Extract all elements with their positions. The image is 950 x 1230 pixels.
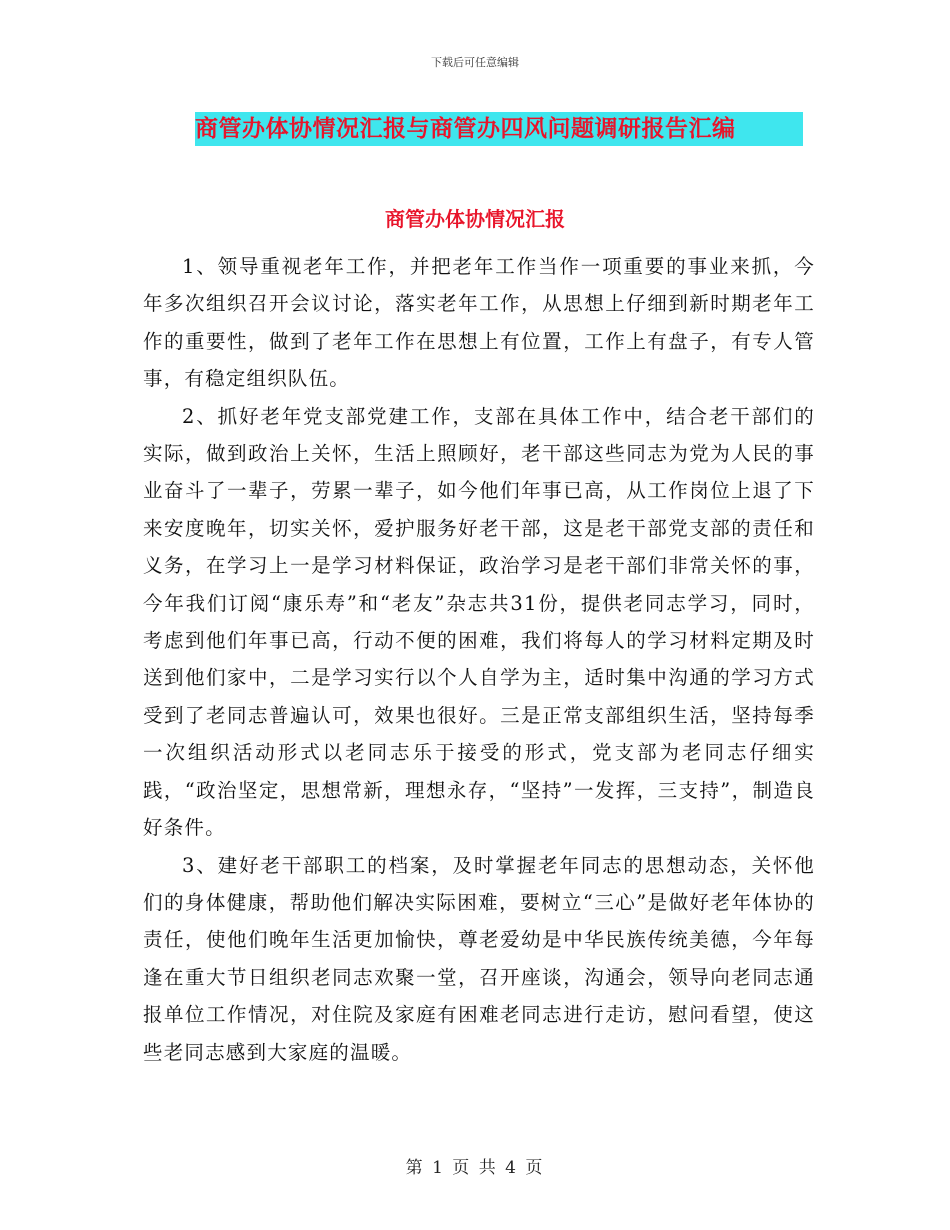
paragraph-1: 1、领导重视老年工作，并把老年工作当作一项重要的事业来抓，今年多次组织召开会议讨论，落实老年工作，从思想上仔细到新时期老年工作的重要性，做到了老年工作在思想上有位置，工作上有盘子，有专人管事，有稳定组织队伍。	[143, 255, 815, 391]
page-indicator: 第 1 页 共 4 页	[405, 1158, 545, 1178]
header-note: 下载后可任意编辑	[431, 56, 519, 69]
title-highlight	[195, 112, 803, 146]
section-title: 商管办体协情况汇报	[385, 207, 565, 231]
body-text	[143, 248, 815, 1071]
document-title: 商管办体协情况汇报与商管办四风问题调研报告汇编	[195, 115, 736, 142]
paragraph-2: 2、抓好老年党支部党建工作，支部在具体工作中，结合老干部们的实际，做到政治上关怀，生活上照顾好，老干部这些同志为党为人民的事业奋斗了一辈子，劳累一辈子，如今他们年事已高，从工作岗位上退了下来安度晚年，切实关怀，爱护服务好老干部，这是老干部党支部的责任和义务，在学习上一是学习材料保证，政治学习是老干部们非常关怀的事，今年我们订阅“康乐寿”和“老友”杂志共31份，提供老同志学习，同时，考虑到他们年事已高，行动不便的困难，我们将每人的学习材料定期及时送到他们家中，二是学习实行以个人自学为主，适时集中沟通的学习方式受到了老同志普遍认可，效果也很好。三是正常支部组织生活，坚持每季一次组织活动形式以老同志乐于接受的形式，党支部为老同志仔细实践，“政治坚定，思想常新，理想永存，“坚持”一发挥，三支持”，制造良好条件。	[143, 404, 815, 840]
paragraph-3: 3、建好老干部职工的档案，及时掌握老年同志的思想动态，关怀他们的身体健康，帮助他们解决实际困难，要树立“三心”是做好老年体协的责任，使他们晚年生活更加愉快，尊老爱幼是中华民族传统美德，今年每逢在重大节日组织老同志欢聚一堂，召开座谈，沟通会，领导向老同志通报单位工作情况，对住院及家庭有困难老同志进行走访，慰问看望，使这些老同志感到大家庭的温暖。	[143, 853, 815, 1064]
